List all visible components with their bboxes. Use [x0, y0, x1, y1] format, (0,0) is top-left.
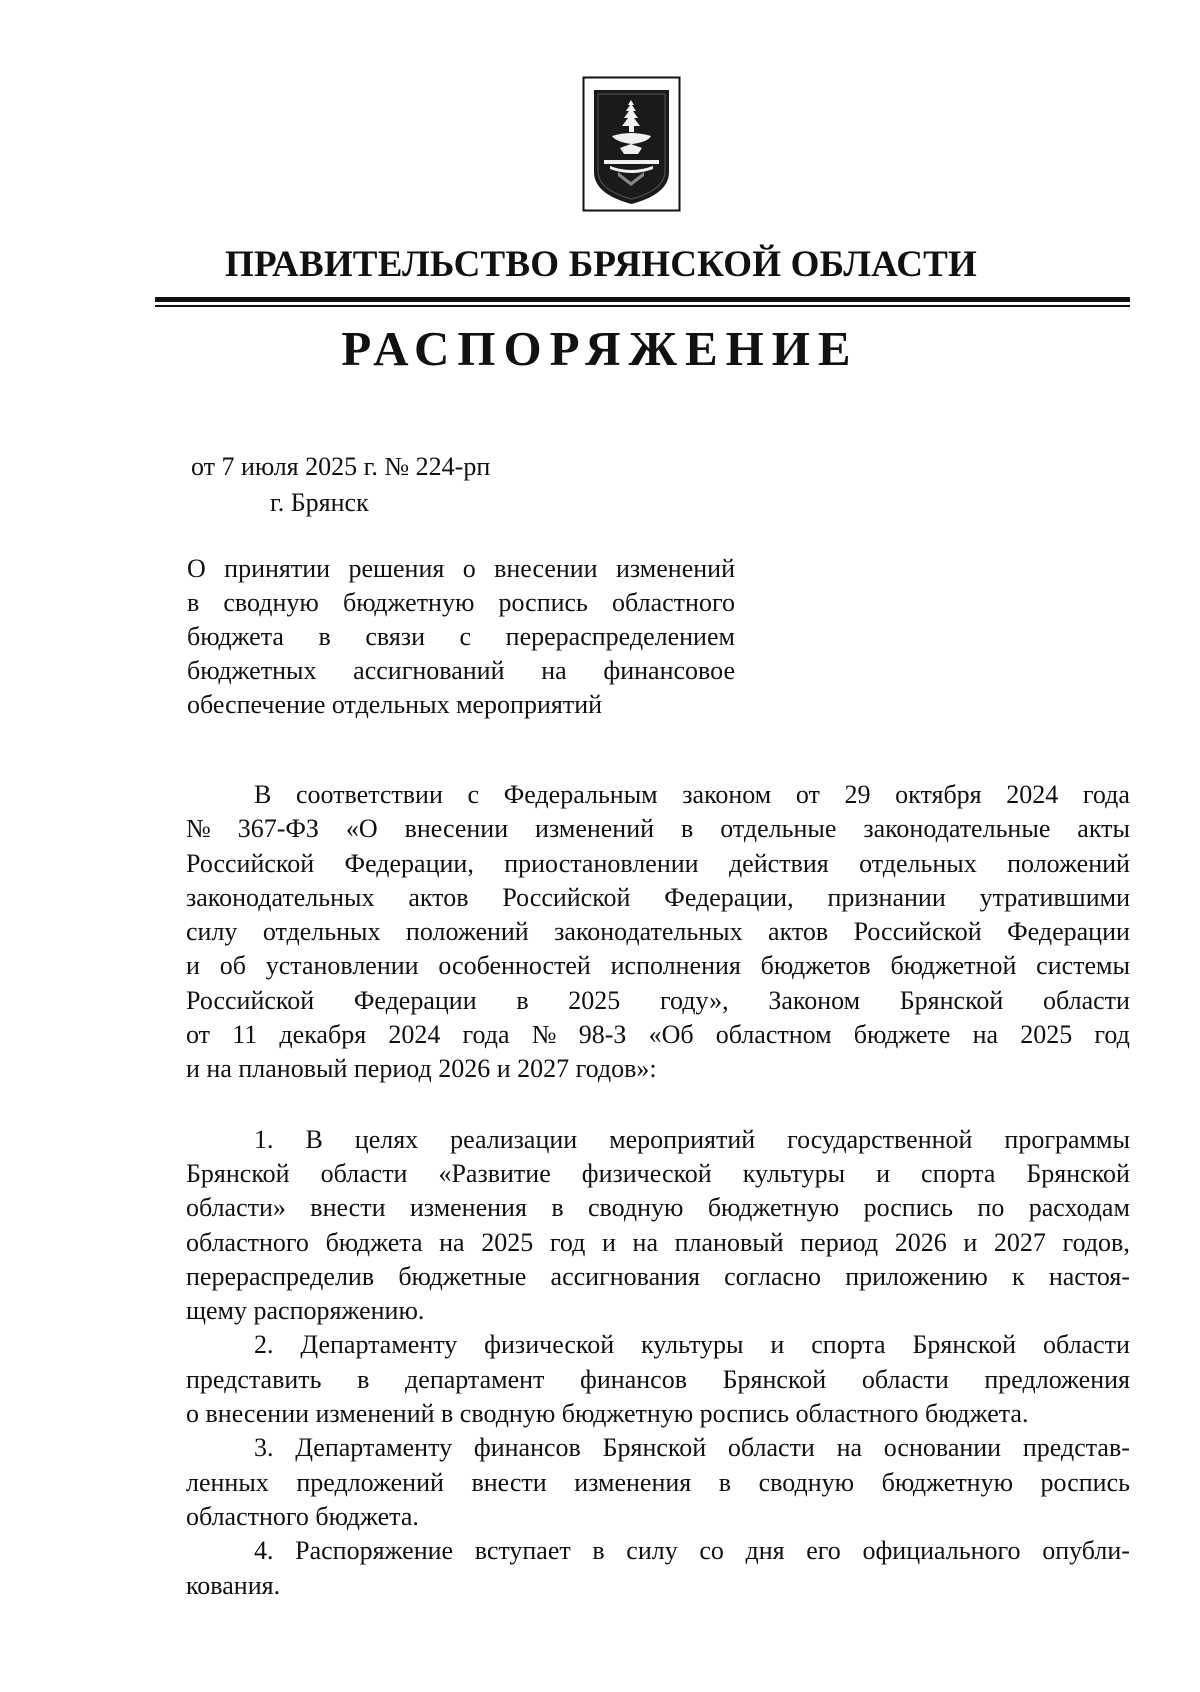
text-line: и на плановый период 2026 и 2027 годов»:: [186, 1054, 657, 1084]
text-line: № 367-ФЗ «О внесении изменений в отдельные законодательные акты: [186, 814, 1130, 844]
text-line: силу отдельных положений законодательных актов Российской Федерации: [186, 917, 1130, 947]
text-line: законодательных актов Российской Федерации, признании утратившими: [186, 882, 1130, 912]
text-line: областного бюджета.: [186, 1501, 419, 1531]
government-title: ПРАВИТЕЛЬСТВО БРЯНСКОЙ ОБЛАСТИ: [224, 244, 978, 285]
subject-line: бюджетных ассигнований на финансовое: [187, 656, 735, 685]
item-4-paragraph: [186, 1534, 1130, 1603]
text-line: В соответствии с Федеральным законом от 29 октября 2024 года: [254, 780, 1130, 809]
text-line: 3. Департаменту финансов Брянской области на основании представ-: [254, 1433, 1130, 1463]
text-line: о внесении изменений в сводную бюджетную роспись областного бюджета.: [186, 1399, 1029, 1429]
item-3-paragraph: [186, 1431, 1130, 1534]
preamble-paragraph: [186, 778, 1130, 1087]
text-line: и об установлении особенностей исполнения бюджетов бюджетной системы: [186, 951, 1130, 981]
text-line: Российской Федерации в 2025 году», Законом Брянской области: [186, 985, 1130, 1015]
text-line: щему распоряжению.: [186, 1296, 425, 1326]
subject-line: О принятии решения о внесении изменений: [187, 554, 735, 583]
subject-line: бюджета в связи с перераспределением: [187, 622, 735, 651]
text-line: Брянской области «Развитие физической культуры и спорта Брянской: [186, 1158, 1130, 1188]
text-line: ленных предложений внести изменения в сводную бюджетную роспись: [186, 1467, 1130, 1497]
subject-line: обеспечение отдельных мероприятий: [187, 690, 603, 719]
text-line: 2. Департаменту физической культуры и спорта Брянской области: [254, 1330, 1130, 1360]
text-line: представить в департамент финансов Брянской области предложения: [186, 1364, 1130, 1394]
document-date-number: от 7 июля 2025 г. № 224-рп: [191, 452, 491, 481]
subject-line: в сводную бюджетную роспись областного: [187, 588, 735, 617]
document-type-title: РАСПОРЯЖЕНИЕ: [341, 321, 859, 376]
coat-of-arms-icon: [582, 76, 681, 212]
text-line: Российской Федерации, приостановлении действия отдельных положений: [186, 848, 1130, 878]
text-line: области» внести изменения в сводную бюджетную роспись по расходам: [186, 1193, 1130, 1223]
header-rule-thick: [155, 297, 1130, 302]
text-line: областного бюджета на 2025 год и на плановый период 2026 и 2027 годов,: [186, 1227, 1130, 1257]
text-line: 1. В целях реализации мероприятий государственной программы: [254, 1124, 1130, 1154]
item-1-paragraph: [186, 1123, 1130, 1329]
document-city: г. Брянск: [270, 488, 369, 517]
text-line: от 11 декабря 2024 года № 98-З «Об областном бюджете на 2025 год: [186, 1020, 1130, 1050]
header-rule-thin: [155, 305, 1130, 307]
text-line: 4. Распоряжение вступает в силу со дня его официального опубли-: [254, 1536, 1130, 1566]
document-subject: [187, 552, 735, 722]
document-body: [186, 778, 1130, 1603]
item-2-paragraph: [186, 1328, 1130, 1431]
text-line: перераспределив бюджетные ассигнования согласно приложению к настоя-: [186, 1261, 1130, 1291]
text-line: кования.: [186, 1570, 281, 1600]
